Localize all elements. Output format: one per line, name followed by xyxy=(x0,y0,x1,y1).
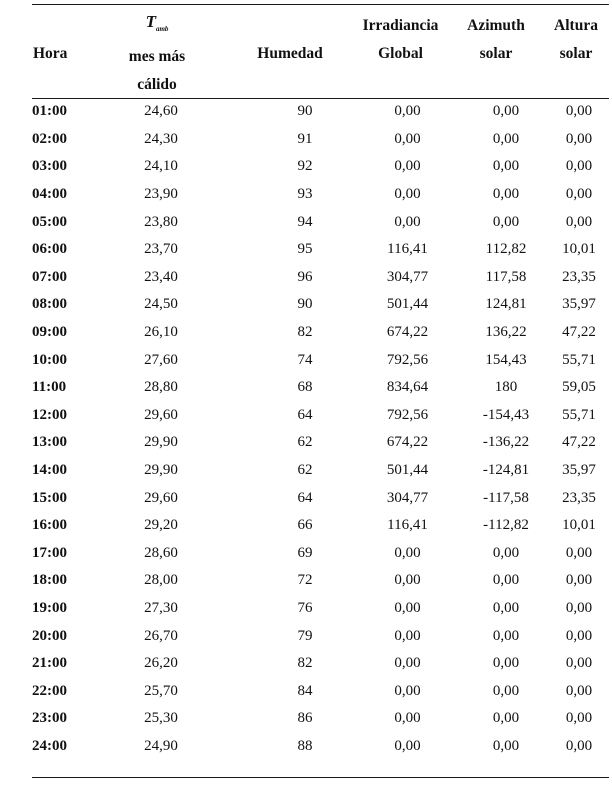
humedad-cell: 84 xyxy=(297,682,313,699)
table-row xyxy=(32,733,609,761)
azimuth-cell: 117,58 xyxy=(485,268,527,285)
humedad-cell: 88 xyxy=(297,737,313,754)
tamb-cell: 23,90 xyxy=(144,186,178,203)
table-row xyxy=(32,181,609,209)
altura-cell: 0,00 xyxy=(565,627,593,644)
tamb-cell: 24,10 xyxy=(144,158,178,175)
table-header xyxy=(32,8,609,99)
azimuth-cell: 0,00 xyxy=(492,599,520,616)
header-tamb-line3: cálido xyxy=(137,76,177,93)
hora-cell: 10:00 xyxy=(32,351,67,368)
table-row xyxy=(32,512,609,540)
hora-cell: 05:00 xyxy=(32,213,67,230)
table-row xyxy=(32,264,609,292)
table-row xyxy=(32,153,609,181)
table-row xyxy=(32,126,609,154)
header-tamb xyxy=(86,8,228,99)
irradiancia-cell: 792,56 xyxy=(386,406,429,423)
hora-cell: 04:00 xyxy=(32,186,67,203)
irradiancia-cell: 0,00 xyxy=(394,130,421,147)
altura-cell: 0,00 xyxy=(565,682,593,699)
azimuth-cell: 154,43 xyxy=(485,351,527,368)
humedad-cell: 96 xyxy=(297,268,313,285)
azimuth-cell: 0,00 xyxy=(492,682,520,699)
table-row xyxy=(32,484,609,512)
table-row xyxy=(32,595,609,623)
header-azimuth-line2: solar xyxy=(479,44,513,62)
table-row xyxy=(32,208,609,236)
humedad-cell: 68 xyxy=(297,379,313,396)
hora-cell: 23:00 xyxy=(32,710,67,727)
header-altura xyxy=(543,8,609,99)
humedad-cell: 69 xyxy=(297,544,313,561)
tamb-cell: 29,60 xyxy=(144,406,178,423)
hora-cell: 13:00 xyxy=(32,434,67,451)
header-tamb-symbol-line xyxy=(86,8,228,43)
azimuth-cell: -112,82 xyxy=(483,517,529,534)
azimuth-cell: 0,00 xyxy=(492,130,520,147)
table-row xyxy=(32,374,609,402)
altura-cell: 0,00 xyxy=(565,130,593,147)
table-row xyxy=(32,705,609,733)
hora-cell: 01:00 xyxy=(32,103,67,120)
azimuth-cell: 0,00 xyxy=(492,213,520,230)
altura-cell: 47,22 xyxy=(562,324,596,341)
humedad-cell: 64 xyxy=(297,406,313,423)
altura-cell: 59,05 xyxy=(562,379,596,396)
irradiancia-cell: 0,00 xyxy=(394,158,421,175)
humedad-cell: 82 xyxy=(297,324,313,341)
tamb-cell: 25,70 xyxy=(144,682,178,699)
table-body xyxy=(32,98,609,760)
header-tamb-subscript: amb xyxy=(155,25,169,33)
azimuth-cell: 0,00 xyxy=(492,710,520,727)
header-irradiancia xyxy=(352,8,449,99)
tamb-cell: 28,00 xyxy=(144,572,178,589)
header-azimuth xyxy=(449,8,543,99)
azimuth-cell: -154,43 xyxy=(482,406,530,423)
table-row xyxy=(32,429,609,457)
hora-cell: 16:00 xyxy=(32,517,67,534)
header-hora: Hora xyxy=(33,44,68,62)
humedad-cell: 93 xyxy=(297,186,313,203)
irradiancia-cell: 0,00 xyxy=(394,710,421,727)
tamb-cell: 24,50 xyxy=(144,296,178,313)
table-row xyxy=(32,567,609,595)
hora-cell: 06:00 xyxy=(32,241,67,258)
header-irradiancia-line1: Irradiancia xyxy=(362,16,439,34)
azimuth-cell: 0,00 xyxy=(492,186,520,203)
irradiancia-cell: 0,00 xyxy=(394,103,421,120)
hora-cell: 07:00 xyxy=(32,268,67,285)
table-row xyxy=(32,98,609,126)
altura-cell: 55,71 xyxy=(562,406,596,423)
humedad-cell: 62 xyxy=(297,462,313,479)
humedad-cell: 66 xyxy=(297,517,313,534)
hora-cell: 12:00 xyxy=(32,406,67,423)
tamb-cell: 27,60 xyxy=(144,351,178,368)
altura-cell: 55,71 xyxy=(562,351,596,368)
humedad-cell: 76 xyxy=(297,599,313,616)
tamb-cell: 28,60 xyxy=(144,544,178,561)
azimuth-cell: 136,22 xyxy=(485,324,527,341)
altura-cell: 0,00 xyxy=(565,103,593,120)
tamb-cell: 23,70 xyxy=(144,241,178,258)
irradiancia-cell: 0,00 xyxy=(394,213,421,230)
tamb-cell: 26,20 xyxy=(144,655,178,672)
hora-cell: 11:00 xyxy=(32,379,67,396)
irradiancia-cell: 0,00 xyxy=(394,572,421,589)
hora-cell: 14:00 xyxy=(32,462,67,479)
table-row xyxy=(32,236,609,264)
hora-cell: 17:00 xyxy=(32,544,67,561)
header-altura-line1: Altura xyxy=(554,16,598,34)
header-tamb-symbol: T xyxy=(145,12,156,31)
altura-cell: 0,00 xyxy=(565,655,593,672)
altura-cell: 0,00 xyxy=(565,572,593,589)
tamb-cell: 29,20 xyxy=(144,517,178,534)
data-table xyxy=(32,98,609,760)
tamb-cell: 29,60 xyxy=(144,489,178,506)
hora-cell: 03:00 xyxy=(32,158,67,175)
azimuth-cell: 0,00 xyxy=(492,158,520,175)
altura-cell: 10,01 xyxy=(562,517,596,534)
irradiancia-cell: 501,44 xyxy=(386,296,429,313)
azimuth-cell: 0,00 xyxy=(492,737,520,754)
azimuth-cell: 124,81 xyxy=(485,296,527,313)
altura-cell: 10,01 xyxy=(562,241,596,258)
hora-cell: 18:00 xyxy=(32,572,67,589)
irradiancia-cell: 0,00 xyxy=(394,655,421,672)
tamb-cell: 23,80 xyxy=(144,213,178,230)
tamb-cell: 29,90 xyxy=(144,462,178,479)
hora-cell: 21:00 xyxy=(32,655,67,672)
header-humedad: Humedad xyxy=(257,44,323,62)
tamb-cell: 28,80 xyxy=(144,379,178,396)
irradiancia-cell: 0,00 xyxy=(394,544,421,561)
altura-cell: 23,35 xyxy=(562,489,596,506)
tamb-cell: 25,30 xyxy=(144,710,178,727)
altura-cell: 47,22 xyxy=(562,434,596,451)
header-altura-line2: solar xyxy=(559,44,593,62)
humedad-cell: 91 xyxy=(297,130,313,147)
humedad-cell: 74 xyxy=(297,351,313,368)
humedad-cell: 82 xyxy=(297,655,313,672)
humedad-cell: 64 xyxy=(297,489,313,506)
altura-cell: 0,00 xyxy=(565,710,593,727)
humedad-cell: 94 xyxy=(297,213,313,230)
tamb-cell: 26,10 xyxy=(144,324,178,341)
tamb-cell: 26,70 xyxy=(144,627,178,644)
azimuth-cell: -136,22 xyxy=(482,434,530,451)
irradiancia-cell: 304,77 xyxy=(386,268,429,285)
altura-cell: 0,00 xyxy=(565,186,593,203)
altura-cell: 35,97 xyxy=(562,296,596,313)
azimuth-cell: 112,82 xyxy=(485,241,527,258)
irradiancia-cell: 0,00 xyxy=(394,737,421,754)
hora-cell: 24:00 xyxy=(32,737,67,754)
hora-cell: 22:00 xyxy=(32,682,67,699)
azimuth-cell: -124,81 xyxy=(482,462,530,479)
table-row xyxy=(32,540,609,568)
table-row xyxy=(32,677,609,705)
table-row xyxy=(32,319,609,347)
humedad-cell: 90 xyxy=(297,103,313,120)
azimuth-cell: 0,00 xyxy=(492,572,520,589)
irradiancia-cell: 501,44 xyxy=(386,462,429,479)
humedad-cell: 95 xyxy=(297,241,313,258)
table-top-rule xyxy=(32,4,609,5)
altura-cell: 0,00 xyxy=(565,544,593,561)
humedad-cell: 72 xyxy=(297,572,313,589)
irradiancia-cell: 0,00 xyxy=(394,186,421,203)
header-irradiancia-line2: Global xyxy=(378,44,423,62)
irradiancia-cell: 116,41 xyxy=(387,241,428,258)
altura-cell: 0,00 xyxy=(565,158,593,175)
altura-cell: 0,00 xyxy=(565,213,593,230)
hora-cell: 02:00 xyxy=(32,130,67,147)
azimuth-cell: 0,00 xyxy=(492,103,520,120)
altura-cell: 0,00 xyxy=(565,599,593,616)
hora-cell: 19:00 xyxy=(32,599,67,616)
irradiancia-cell: 0,00 xyxy=(394,627,421,644)
azimuth-cell: 0,00 xyxy=(492,627,520,644)
azimuth-cell: 0,00 xyxy=(492,655,520,672)
irradiancia-cell: 792,56 xyxy=(386,351,429,368)
altura-cell: 23,35 xyxy=(562,268,596,285)
irradiancia-cell: 304,77 xyxy=(386,489,429,506)
humedad-cell: 90 xyxy=(297,296,313,313)
irradiancia-cell: 834,64 xyxy=(386,379,429,396)
humedad-cell: 62 xyxy=(297,434,313,451)
hora-cell: 09:00 xyxy=(32,324,67,341)
tamb-cell: 24,60 xyxy=(144,103,178,120)
tamb-cell: 23,40 xyxy=(144,268,178,285)
header-row xyxy=(32,8,609,99)
irradiancia-cell: 674,22 xyxy=(386,434,429,451)
azimuth-cell: 180 xyxy=(494,379,518,396)
table-row xyxy=(32,622,609,650)
tamb-cell: 24,30 xyxy=(144,130,178,147)
header-azimuth-line1: Azimuth xyxy=(467,16,525,34)
hora-cell: 15:00 xyxy=(32,489,67,506)
hora-cell: 20:00 xyxy=(32,627,67,644)
altura-cell: 35,97 xyxy=(562,462,596,479)
humedad-cell: 86 xyxy=(297,710,313,727)
humedad-cell: 79 xyxy=(297,627,313,644)
tamb-cell: 24,90 xyxy=(144,737,178,754)
table-row xyxy=(32,650,609,678)
table-row xyxy=(32,346,609,374)
table-row xyxy=(32,291,609,319)
altura-cell: 0,00 xyxy=(565,737,593,754)
header-tamb-line2: mes más xyxy=(128,48,186,65)
azimuth-cell: 0,00 xyxy=(492,544,520,561)
irradiancia-cell: 116,41 xyxy=(387,517,428,534)
humedad-cell: 92 xyxy=(297,158,313,175)
hora-cell: 08:00 xyxy=(32,296,67,313)
irradiancia-cell: 674,22 xyxy=(386,324,429,341)
tamb-cell: 27,30 xyxy=(144,599,178,616)
tamb-cell: 29,90 xyxy=(144,434,178,451)
table-row xyxy=(32,457,609,485)
irradiancia-cell: 0,00 xyxy=(394,682,421,699)
azimuth-cell: -117,58 xyxy=(483,489,529,506)
irradiancia-cell: 0,00 xyxy=(394,599,421,616)
table-row xyxy=(32,402,609,430)
table-bottom-rule xyxy=(32,777,609,778)
